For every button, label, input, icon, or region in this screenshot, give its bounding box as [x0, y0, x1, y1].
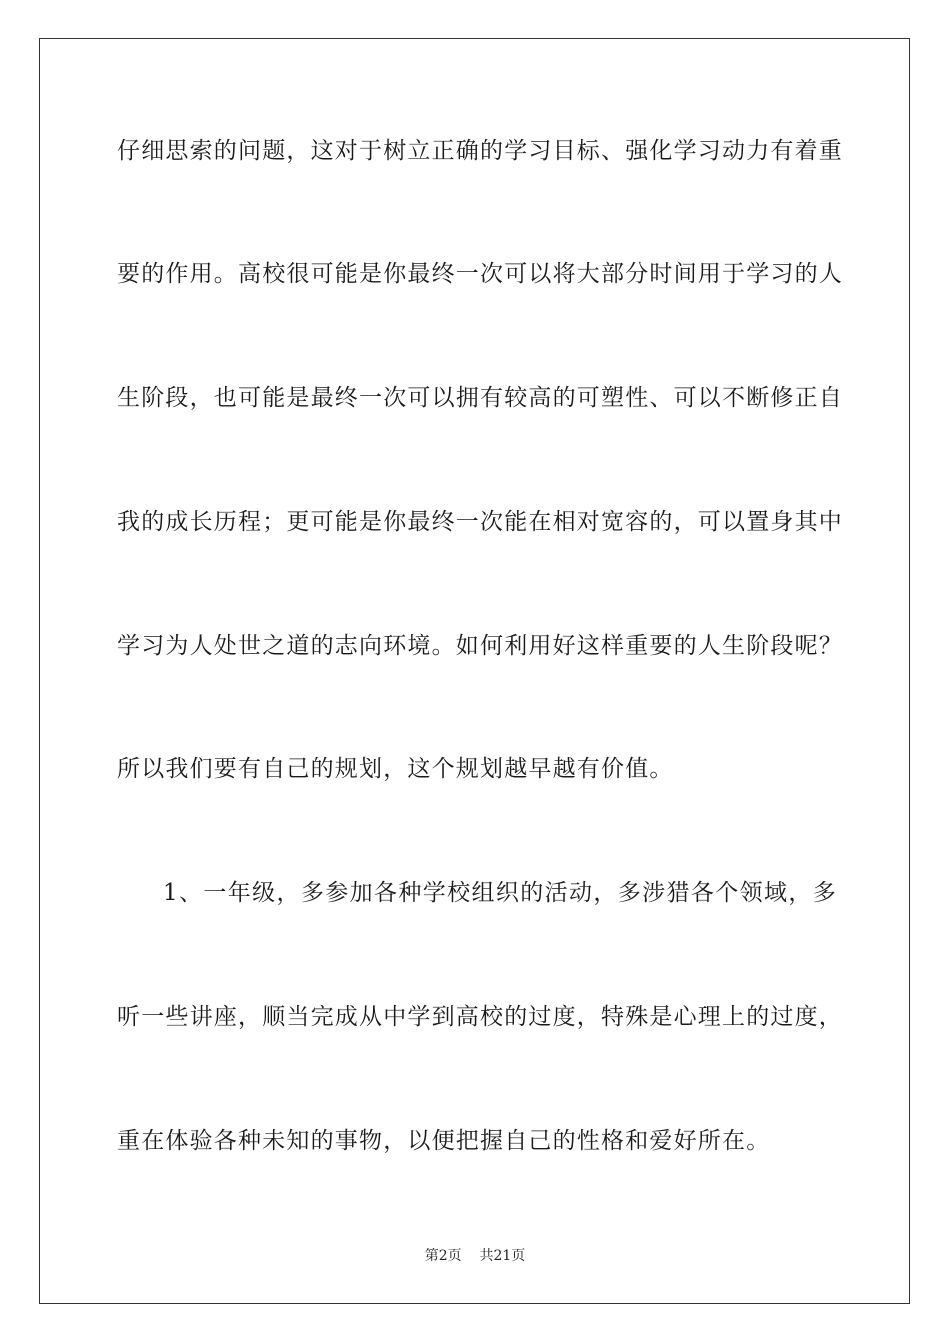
text-line: 仔细思索的问题，这对于树立正确的学习目标、强化学习动力有着重	[117, 138, 843, 164]
page-footer	[0, 1247, 950, 1265]
text-line: 生阶段，也可能是最终一次可以拥有较高的可塑性、可以不断修正自	[117, 385, 843, 411]
page-frame	[39, 38, 910, 1304]
text-line: 听一些讲座，顺当完成从中学到高校的过度，特殊是心理上的过度，	[117, 1004, 843, 1030]
text-line: 要的作用。高校很可能是你最终一次可以将大部分时间用于学习的人	[117, 261, 843, 287]
text-line: 我的成长历程；更可能是你最终一次能在相对宽容的，可以置身其中	[117, 509, 843, 535]
text-line: 1、一年级，多参加各种学校组织的活动，多涉猎各个领域，多	[163, 880, 837, 906]
text-line: 学习为人处世之道的志向环境。如何利用好这样重要的人生阶段呢？	[117, 633, 843, 659]
page-total: 共21页	[479, 1248, 526, 1264]
text-line: 所以我们要有自己的规划，这个规划越早越有价值。	[117, 756, 674, 782]
text-line: 重在体验各种未知的事物，以便把握自己的性格和爱好所在。	[117, 1128, 771, 1154]
page-number: 第2页	[424, 1248, 462, 1264]
